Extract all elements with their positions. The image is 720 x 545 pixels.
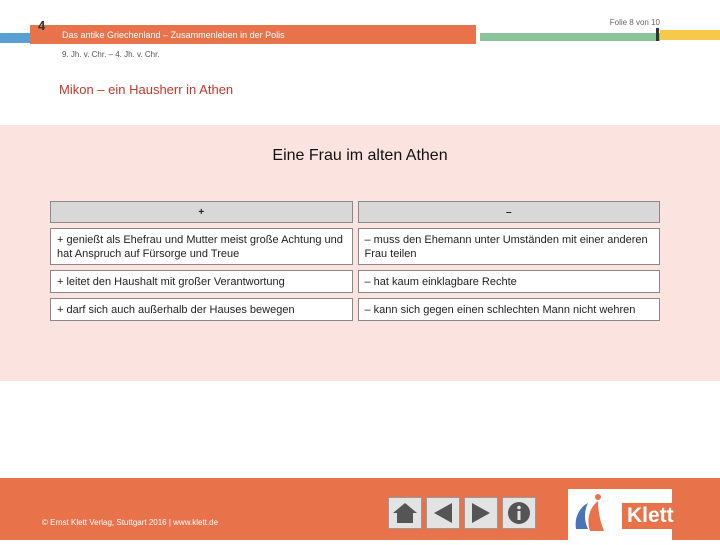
page-subtitle: Mikon – ein Hausherr in Athen — [59, 82, 234, 97]
table-row — [50, 228, 660, 265]
date-range: 9. Jh. v. Chr. – 4. Jh. v. Chr. — [62, 50, 160, 59]
table-row — [50, 298, 660, 321]
con-cell: – muss den Ehemann unter Umständen mit einer anderen Frau teilen — [358, 228, 661, 265]
cons-header: – — [358, 201, 661, 223]
chapter-title: Das antike Griechenland – Zusammenleben in der Polis — [62, 30, 285, 40]
pros-cons-table — [45, 196, 665, 326]
header-bar-yellow — [660, 30, 720, 40]
home-icon — [392, 501, 418, 525]
copyright-text: © Ernst Klett Verlag, Stuttgart 2016 | www.klett.de — [42, 518, 219, 527]
progress-marker — [656, 28, 659, 41]
con-cell: – hat kaum einklagbare Rechte — [358, 270, 661, 293]
forward-button[interactable] — [464, 497, 498, 529]
info-button[interactable] — [502, 497, 536, 529]
table-header-row — [50, 201, 660, 223]
pro-cell: + genießt als Ehefrau und Mutter meist große Achtung und hat Anspruch auf Fürsorge und Treue — [50, 228, 353, 265]
info-icon — [506, 500, 532, 526]
pro-cell: + darf sich auch außerhalb der Hauses bewegen — [50, 298, 353, 321]
forward-arrow-icon — [468, 501, 494, 525]
klett-logo-text: Klett — [622, 503, 679, 529]
chapter-number: 4 — [38, 18, 46, 33]
con-cell: – kann sich gegen einen schlechten Mann nicht wehren — [358, 298, 661, 321]
page-counter: Folie 8 von 10 — [609, 18, 660, 27]
pros-header: + — [50, 201, 353, 223]
back-arrow-icon — [430, 501, 456, 525]
home-button[interactable] — [388, 497, 422, 529]
pro-cell: + leitet den Haushalt mit großer Verantwortung — [50, 270, 353, 293]
panel-title: Eine Frau im alten Athen — [272, 147, 448, 164]
table-row — [50, 270, 660, 293]
header-bar-green — [480, 33, 660, 41]
klett-logo-icon — [568, 489, 618, 540]
header-bar-blue — [0, 33, 30, 43]
back-button[interactable] — [426, 497, 460, 529]
